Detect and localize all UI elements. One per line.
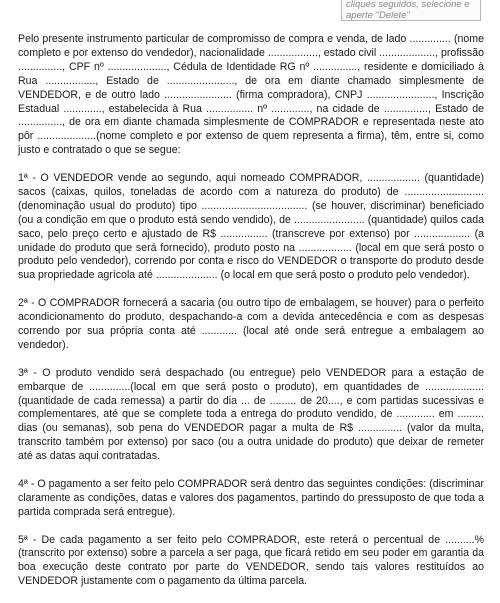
instruction-note [341, 0, 481, 21]
clause-5-paragraph: 5ª - De cada pagamento a ser feito pelo COMPRADOR, este reterá o percentual de ..........% (transcrito por extenso) sobre a parcela a ser paga, que ficará retido em seu poder em garantia da boa execução deste contrato por parte do VENDEDOR, sendo tais valores restituídos ao VENDEDOR justamente com o pagamento da última parcela. [18, 533, 484, 588]
instruction-note-line-1: cliques seguidos, selecione e [346, 0, 470, 10]
clause-3-paragraph: 3ª - O produto vendido será despachado (ou entregue) pelo VENDEDOR para a estação de embarque de ..............(local em que será posto o produto), em quantidades de ....................(quantidade de cada remessa) a partir do dia ... de ......... de 20...., e com partidas sucessivas e complementares, até que se complete toda a entrega do produto vendido, de ............. em ......... dias (ou semanas), sob pena do VENDEDOR pagar a multa de R$ ............... (valor da multa, transcrito também por extenso) por saco (ou a outra unidade do produto) que deixar de remeter até as datas aqui contratadas. [18, 366, 484, 463]
clause-1-paragraph: 1ª - O VENDEDOR vende ao segundo, aqui nomeado COMPRADOR, .................. (quantidade) sacos (caixas, quilos, toneladas de acordo com a natureza do produto) de ........................... (denominação usual do produto) tipo .................................... (se houver, discriminar) beneficiado (ou a condição em que o produto está sendo vendido), de ........................ (quantidade) quilos cada saco, pelo preço certo e ajustado de R$ ................ (transcreve por extenso) por ................... (a unidade do produto que será fornecido), produto posto na .................. (local em que será posto o produto pelo vendedor), correndo por conta e risco do VENDEDOR o transporte do produto desde sua propriedade agrícola até ..................... (o local em que será posto o produto pelo vendedor). [18, 172, 484, 282]
page-cutoff-fade [0, 590, 500, 600]
clause-4-paragraph: 4ª - O pagamento a ser feito pelo COMPRADOR será dentro das seguintes condições: (discriminar claramente as condições, datas e valores dos pagamentos, partindo do pressuposto de que toda a partida comprada será entregue). [18, 477, 484, 518]
preamble-paragraph: Pelo presente instrumento particular de compromisso de compra e venda, de lado .............. (nome completo e por extenso do vendedor), nacionalidade ................., estado civil ..................., profissão ..............., CPF nº ...................., Cédula de Identidade RG nº ..............., residente e domiciliado à Rua ................., Estado de ......................., de ora em diante chamado simplesmente de VENDEDOR, e de outro lado ....................... (firma compradora), CNPJ ......................., Inscrição Estadual ............., estabelecida à Rua ................ nº ............., na cidade de ..............., Estado de ..............., de ora em diante chamada simplesmente de COMPRADOR e representada neste ato pôr ....................(nome completo e por extenso de quem representa a firma), têm, entre si, como justo e contratado o que se segue: [18, 33, 484, 157]
instruction-note-line-2: aperte "Delete" [346, 10, 410, 21]
contract-body [18, 33, 484, 603]
clause-2-paragraph: 2ª - O COMPRADOR fornecerá a sacaria (ou outro tipo de embalagem, se houver) para o perfeito acondicionamento do produto, despachando-a com a devida antecedência e com as despesas correndo por sua própria conta até ............ (local até onde será entregue a embalagem ao vendedor). [18, 297, 484, 351]
